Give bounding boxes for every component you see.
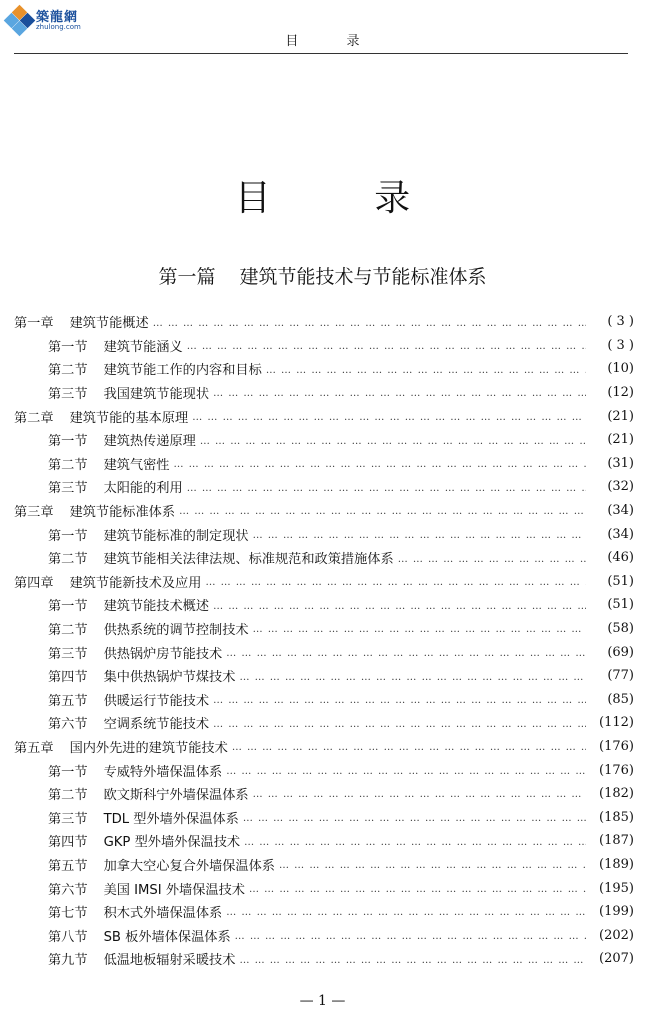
toc-section-entry[interactable] <box>14 475 634 499</box>
entry-number: 第二节 <box>48 623 88 639</box>
toc-chapter-entry[interactable] <box>14 499 634 523</box>
dot-leader <box>398 554 586 570</box>
logo-name: 築龍網 <box>36 10 79 25</box>
toc-section-entry[interactable] <box>14 876 634 900</box>
dot-leader <box>213 695 586 711</box>
entry-number: 第二节 <box>48 363 88 379</box>
entry-page: (185) <box>599 809 634 825</box>
toc-section-entry[interactable] <box>14 640 634 664</box>
toc-section-entry[interactable] <box>14 334 634 358</box>
entry-title: 我国建筑节能现状 <box>103 387 210 403</box>
dot-leader <box>205 577 586 593</box>
page-number: — 1 — <box>299 993 346 1009</box>
entry-page: (10) <box>607 361 634 377</box>
entry-page: (187) <box>599 833 634 849</box>
entry-page: ( 3 ) <box>607 314 634 330</box>
entry-number: 第五章 <box>14 740 54 756</box>
dot-leader <box>200 436 586 452</box>
entry-page: (195) <box>599 880 634 896</box>
entry-number: 第七节 <box>48 906 88 922</box>
dot-leader <box>153 318 586 334</box>
toc-chapter-entry[interactable] <box>14 310 634 334</box>
entry-title: 建筑节能的基本原理 <box>69 410 189 426</box>
entry-title: TDL 型外墙外保温体系 <box>103 811 239 827</box>
entry-number: 第四章 <box>14 575 54 591</box>
table-of-contents <box>14 310 634 971</box>
toc-section-entry[interactable] <box>14 357 634 381</box>
toc-chapter-entry[interactable] <box>14 570 634 594</box>
entry-number: 第五节 <box>48 858 88 874</box>
toc-section-entry[interactable] <box>14 923 634 947</box>
entry-number: 第一章 <box>14 316 54 332</box>
entry-number: 第三节 <box>48 811 88 827</box>
entry-title: 建筑节能标准的制定现状 <box>103 528 249 544</box>
toc-section-entry[interactable] <box>14 758 634 782</box>
dot-leader <box>235 931 586 947</box>
entry-title: 建筑节能标准体系 <box>69 505 176 521</box>
entry-number: 第二节 <box>48 552 88 568</box>
entry-title: 国内外先进的建筑节能技术 <box>69 740 228 756</box>
entry-title: 供暖运行节能技术 <box>103 693 210 709</box>
entry-page: (12) <box>607 385 634 401</box>
dot-leader <box>253 789 586 805</box>
entry-page: (69) <box>607 644 634 660</box>
entry-page: (85) <box>607 691 634 707</box>
entry-title: 供热系统的调节控制技术 <box>103 623 249 639</box>
entry-title: 供热锅炉房节能技术 <box>103 646 223 662</box>
entry-title: 积木式外墙保温体系 <box>103 906 223 922</box>
entry-title: 太阳能的利用 <box>103 481 183 497</box>
dot-leader <box>187 483 586 499</box>
entry-title: 建筑节能涵义 <box>103 339 183 355</box>
entry-page: (77) <box>607 668 634 684</box>
entry-number: 第二章 <box>14 410 54 426</box>
dot-leader <box>244 837 586 853</box>
entry-title: 美国 IMSI 外墙保温技术 <box>103 882 245 898</box>
toc-section-entry[interactable] <box>14 593 634 617</box>
entry-number: 第二节 <box>48 788 88 804</box>
toc-section-entry[interactable] <box>14 805 634 829</box>
dot-leader <box>226 648 586 664</box>
toc-section-entry[interactable] <box>14 546 634 570</box>
entry-title: 集中供热锅炉节煤技术 <box>103 670 236 686</box>
entry-number: 第五节 <box>48 693 88 709</box>
entry-number: 第四节 <box>48 835 88 851</box>
entry-page: (34) <box>607 526 634 542</box>
dot-leader <box>253 624 586 640</box>
part-label: 第一篇 <box>158 266 216 288</box>
part-heading <box>0 262 645 289</box>
entry-page: (202) <box>599 927 634 943</box>
entry-page: (176) <box>599 762 634 778</box>
toc-section-entry[interactable] <box>14 664 634 688</box>
entry-number: 第一节 <box>48 528 88 544</box>
toc-section-entry[interactable] <box>14 452 634 476</box>
entry-number: 第三章 <box>14 505 54 521</box>
entry-number: 第三节 <box>48 481 88 497</box>
toc-section-entry[interactable] <box>14 900 634 924</box>
entry-page: (46) <box>607 550 634 566</box>
entry-title: 建筑节能工作的内容和目标 <box>103 363 262 379</box>
running-header: 目 录 <box>285 34 382 49</box>
entry-title: GKP 型外墙外保温技术 <box>103 835 241 851</box>
toc-section-entry[interactable] <box>14 853 634 877</box>
entry-number: 第四节 <box>48 670 88 686</box>
entry-title: 建筑节能相关法律法规、标准规范和政策措施体系 <box>103 552 394 568</box>
entry-number: 第九节 <box>48 953 88 969</box>
entry-page: (51) <box>607 573 634 589</box>
entry-title: 空调系统节能技术 <box>103 717 210 733</box>
dot-leader <box>266 365 586 381</box>
entry-page: (189) <box>599 856 634 872</box>
toc-section-entry[interactable] <box>14 381 634 405</box>
toc-section-entry[interactable] <box>14 829 634 853</box>
dot-leader <box>253 530 586 546</box>
entry-title: 低温地板辐射采暖技术 <box>103 953 236 969</box>
entry-title: 建筑节能新技术及应用 <box>69 575 202 591</box>
entry-title: 建筑热传递原理 <box>103 434 196 450</box>
entry-title: 建筑节能技术概述 <box>103 599 210 615</box>
entry-number: 第六节 <box>48 882 88 898</box>
entry-title: 专威特外墙保温体系 <box>103 764 223 780</box>
dot-leader <box>239 955 586 971</box>
page-title: 目 录 <box>234 178 457 219</box>
dot-leader <box>279 860 586 876</box>
toc-chapter-entry[interactable] <box>14 735 634 759</box>
entry-number: 第一节 <box>48 339 88 355</box>
toc-chapter-entry[interactable] <box>14 404 634 428</box>
dot-leader <box>213 388 586 404</box>
part-title: 建筑节能技术与节能标准体系 <box>239 266 487 288</box>
toc-section-entry[interactable] <box>14 711 634 735</box>
entry-page: (176) <box>599 738 634 754</box>
dot-leader <box>174 459 587 475</box>
entry-number: 第六节 <box>48 717 88 733</box>
entry-page: (51) <box>607 597 634 613</box>
dot-leader <box>192 412 586 428</box>
entry-number: 第三节 <box>48 387 88 403</box>
entry-number: 第三节 <box>48 646 88 662</box>
dot-leader <box>213 601 586 617</box>
dot-leader <box>226 907 586 923</box>
entry-title: SB 板外墙体保温体系 <box>103 929 231 945</box>
dot-leader <box>232 742 586 758</box>
dot-leader <box>179 506 586 522</box>
header-divider <box>14 53 628 54</box>
toc-section-entry[interactable] <box>14 688 634 712</box>
entry-page: (21) <box>607 432 634 448</box>
toc-section-entry[interactable] <box>14 617 634 641</box>
entry-page: (58) <box>607 621 634 637</box>
entry-page: (112) <box>599 715 634 731</box>
toc-section-entry[interactable] <box>14 947 634 971</box>
entry-number: 第一节 <box>48 434 88 450</box>
dot-leader <box>187 341 586 357</box>
entry-number: 第一节 <box>48 764 88 780</box>
entry-page: (34) <box>607 503 634 519</box>
toc-section-entry[interactable] <box>14 428 634 452</box>
logo-domain: zhulong.com <box>36 23 81 31</box>
entry-page: (32) <box>607 479 634 495</box>
entry-page: (31) <box>607 455 634 471</box>
dot-leader <box>249 884 586 900</box>
entry-number: 第一节 <box>48 599 88 615</box>
entry-page: ( 3 ) <box>607 337 634 353</box>
dot-leader <box>226 766 586 782</box>
entry-page: (182) <box>599 786 634 802</box>
entry-number: 第二节 <box>48 457 88 473</box>
entry-title: 建筑气密性 <box>103 457 170 473</box>
dot-leader <box>213 719 586 735</box>
entry-number: 第八节 <box>48 929 88 945</box>
toc-section-entry[interactable] <box>14 782 634 806</box>
entry-page: (21) <box>607 408 634 424</box>
entry-page: (207) <box>599 951 634 967</box>
entry-title: 欧文斯科宁外墙保温体系 <box>103 788 249 804</box>
dot-leader <box>243 813 586 829</box>
entry-title: 加拿大空心复合外墙保温体系 <box>103 858 275 874</box>
entry-page: (199) <box>599 904 634 920</box>
entry-title: 建筑节能概述 <box>69 316 149 332</box>
dot-leader <box>239 672 586 688</box>
toc-section-entry[interactable] <box>14 522 634 546</box>
